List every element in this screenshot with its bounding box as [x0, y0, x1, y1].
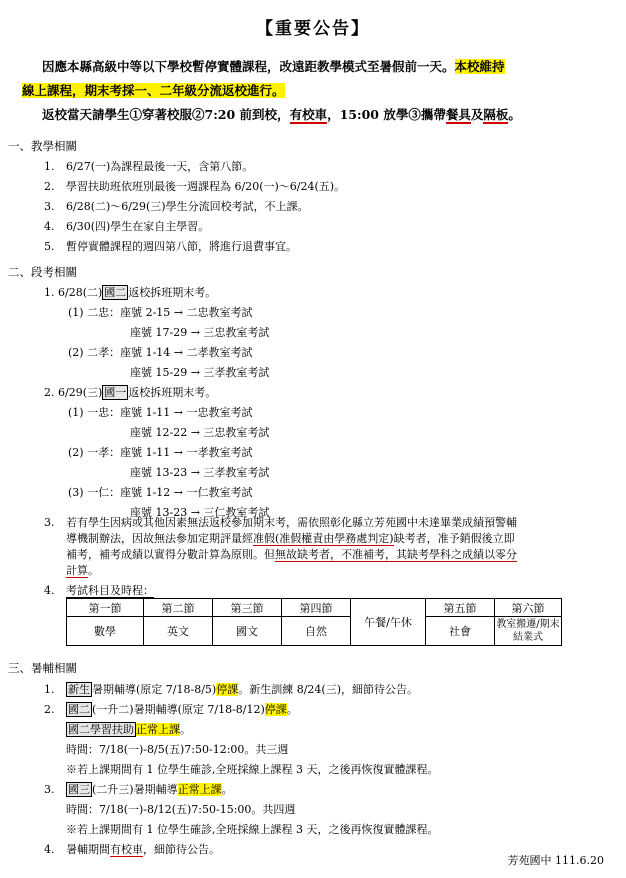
remedial-line	[66, 721, 191, 737]
period-1-header: 第一節	[67, 599, 144, 617]
exam-day-1	[44, 284, 216, 300]
grade-9-time: 時間：7/18(一)-8/12(五)7:50-15:00。共四週	[66, 803, 296, 816]
exam-schedule-title-wrap	[44, 582, 154, 598]
item-text: 學習扶助班依班別最後一週課程為 6/20(一)～6/24(五)。	[66, 180, 346, 193]
exam-day-1-text: 返校拆班期末考。	[128, 286, 217, 299]
exam-schedule-title: 考試科目及時程：	[66, 584, 154, 597]
item-number: 3.	[44, 516, 55, 529]
teaching-item	[44, 218, 209, 234]
absence-zero-note: 無故缺考者，不准補考，其缺考學科之成績以零分	[275, 548, 517, 561]
intro-and: 及	[470, 107, 484, 122]
teaching-item	[44, 238, 297, 254]
item-number: 2.	[44, 703, 55, 716]
item-number: 5.	[44, 240, 55, 253]
footer-signature: 芳苑國中 111.6.20	[507, 854, 604, 867]
normal-class-highlight: 正常上課	[177, 783, 222, 796]
item-number: 4.	[44, 843, 55, 856]
makeup-rule-line-3	[66, 546, 517, 562]
intro-dismissal-text: ，15:00 放學③攜帶	[327, 107, 446, 122]
summer-item-2	[44, 701, 298, 717]
summer-item-3	[44, 781, 233, 797]
makeup-rule-text-4: 補考，補考成績以實得分數計算為原則。但	[66, 548, 275, 561]
grade-7-box: 國一	[104, 386, 127, 399]
intro-text-1: 因應本縣高級中等以下學校暫停實體課程，改遠距教學模式至暑假前一天。	[42, 59, 455, 74]
seat-row: 座號 15-29 → 三孝教室考試	[130, 366, 270, 379]
seat-row: (1) 一忠：座號 1-11 → 一忠教室考試	[68, 406, 253, 419]
item-text: 暫停實體課程的週四第八節，將進行退費事宜。	[66, 240, 297, 253]
intro-highlight-1: 本校維持	[454, 59, 505, 74]
exam-day-2-text: 返校拆班期末考。	[128, 386, 217, 399]
seat-row: (1) 二忠：座號 2-15 → 二忠教室考試	[68, 306, 253, 319]
lunch-break-cell: 午餐/午休	[351, 599, 426, 646]
summer-item-4-text: 暑輔期間	[66, 843, 110, 856]
summer-school-bus: 有校車	[110, 843, 143, 856]
intro-paragraph	[22, 56, 612, 78]
subject-cell: 教室搬遷/期末結業式	[495, 617, 562, 646]
intro-utensils: 餐具	[445, 107, 471, 122]
subject-cell: 自然	[282, 617, 351, 646]
teaching-item	[44, 198, 309, 214]
summer-item-1-tail: 。新生訓練 8/24(三)，細節待公告。	[238, 683, 418, 696]
item-number: 3.	[44, 783, 55, 796]
approved-leave-note: 准假(准假權責由學務處判定)	[253, 532, 394, 545]
period-4-header: 第四節	[282, 599, 351, 617]
teaching-item	[44, 178, 345, 194]
summer-item-4-tail: ，細節待公告。	[143, 843, 220, 856]
period-5-header: 第五節	[426, 599, 495, 617]
grade-9-box: 國三	[68, 783, 90, 796]
makeup-rule-text-1: 若有學生因病或其他因素無法返校參加期末考，需依照彰化縣立芳苑國中未達畢業成績預警輔	[66, 516, 517, 529]
item-number: 1.	[44, 160, 55, 173]
normal-class-highlight: 正常上課	[136, 723, 180, 736]
remedial-note: ※若上課期間有 1 位學生確診,全班採線上課程 3 天，之後再恢復實體課程。	[66, 763, 439, 776]
makeup-rule-period: 。	[88, 564, 99, 577]
item-number: 3.	[44, 200, 55, 213]
suspended-highlight: 停課	[264, 703, 287, 716]
exam-day-2-date: 2. 6/29(三)	[44, 386, 103, 399]
section-exam-heading: 二、段考相關	[8, 265, 77, 279]
seat-row: 座號 13-23 → 三仁教室考試	[130, 506, 270, 519]
makeup-rule-line-1	[44, 514, 517, 530]
section-teaching-heading: 一、教學相關	[8, 139, 77, 153]
exam-schedule-table	[66, 598, 562, 646]
teaching-item	[44, 158, 253, 174]
item-number: 2.	[44, 180, 55, 193]
item-text: 6/30(四)學生在家自主學習。	[66, 220, 210, 233]
summer-item-1	[44, 681, 418, 697]
exam-day-1-date: 1. 6/28(二)	[44, 286, 103, 299]
seat-row: 座號 13-23 → 三孝教室考試	[130, 466, 270, 479]
seat-row: 座號 17-29 → 三忠教室考試	[130, 326, 270, 339]
remedial-box: 國二學習扶助	[68, 723, 134, 736]
summer-item-1-text: 暑期輔導(原定 7/18-8/5)	[92, 683, 217, 696]
subject-cell: 社會	[426, 617, 495, 646]
table-subject-row	[67, 617, 562, 646]
period-6-header: 第六節	[495, 599, 562, 617]
intro-return-instructions	[42, 104, 626, 126]
remedial-time: 時間：7/18(一)-8/5(五)7:50-12:00。共三週	[66, 743, 289, 756]
period-2-header: 第二節	[144, 599, 213, 617]
exam-day-2	[44, 384, 216, 400]
subject-cell: 國文	[213, 617, 282, 646]
intro-highlight-2: 線上課程，期末考採一、二年級分流返校進行。	[22, 83, 285, 98]
makeup-rule-line-4	[66, 562, 99, 578]
page-title: 【重要公告】	[256, 19, 370, 39]
item-number: 1.	[44, 683, 55, 696]
item-number: 4.	[44, 584, 55, 597]
grade-8-box: 國二	[68, 703, 90, 716]
summer-item-2-tail: 。	[286, 703, 298, 716]
makeup-rule-text-3: 缺考者，准予銷假後立即	[393, 532, 515, 545]
intro-return-text: 返校當天請學生①穿著校服②7:20 前到校，	[42, 107, 290, 122]
item-text: 6/27(一)為課程最後一天，含第八節。	[66, 160, 254, 173]
intro-school-bus: 有校車	[289, 107, 328, 122]
item-text: 6/28(二)～6/29(三)學生分流回校考試，不上課。	[66, 200, 309, 213]
new-student-box: 新生	[68, 683, 90, 696]
absence-zero-note-end: 計算	[66, 564, 88, 577]
intro-period: 。	[508, 107, 521, 122]
section-summer-heading: 三、暑輔相關	[8, 661, 77, 675]
makeup-rule-line-2	[66, 530, 515, 546]
subject-cell: 數學	[67, 617, 144, 646]
intro-divider-board: 隔板	[483, 107, 509, 122]
makeup-rule-text-2: 導機制辦法，因故無法參加定期評量經	[66, 532, 253, 545]
seat-row: (2) 二孝：座號 1-14 → 二孝教室考試	[68, 346, 253, 359]
summer-item-2-text: (一升二)暑期輔導(原定 7/18-8/12)	[92, 703, 265, 716]
intro-line-2	[22, 80, 612, 102]
item-number: 4.	[44, 220, 55, 233]
summer-item-3-tail: 。	[221, 783, 233, 796]
seat-row: 座號 12-22 → 三忠教室考試	[130, 426, 270, 439]
subject-cell: 英文	[144, 617, 213, 646]
grade-8-box: 國二	[104, 286, 127, 299]
seat-row: (3) 一仁：座號 1-12 → 一仁教室考試	[68, 486, 253, 499]
suspended-highlight: 停課	[216, 683, 239, 696]
seat-row: (2) 一孝：座號 1-11 → 一孝教室考試	[68, 446, 253, 459]
summer-item-3-text: (二升三)暑期輔導	[92, 783, 178, 796]
grade-9-note: ※若上課期間有 1 位學生確診,全班採線上課程 3 天，之後再恢復實體課程。	[66, 823, 439, 836]
summer-item-4	[44, 841, 220, 857]
remedial-period: 。	[180, 723, 191, 736]
period-3-header: 第三節	[213, 599, 282, 617]
table-header-row	[67, 599, 562, 617]
